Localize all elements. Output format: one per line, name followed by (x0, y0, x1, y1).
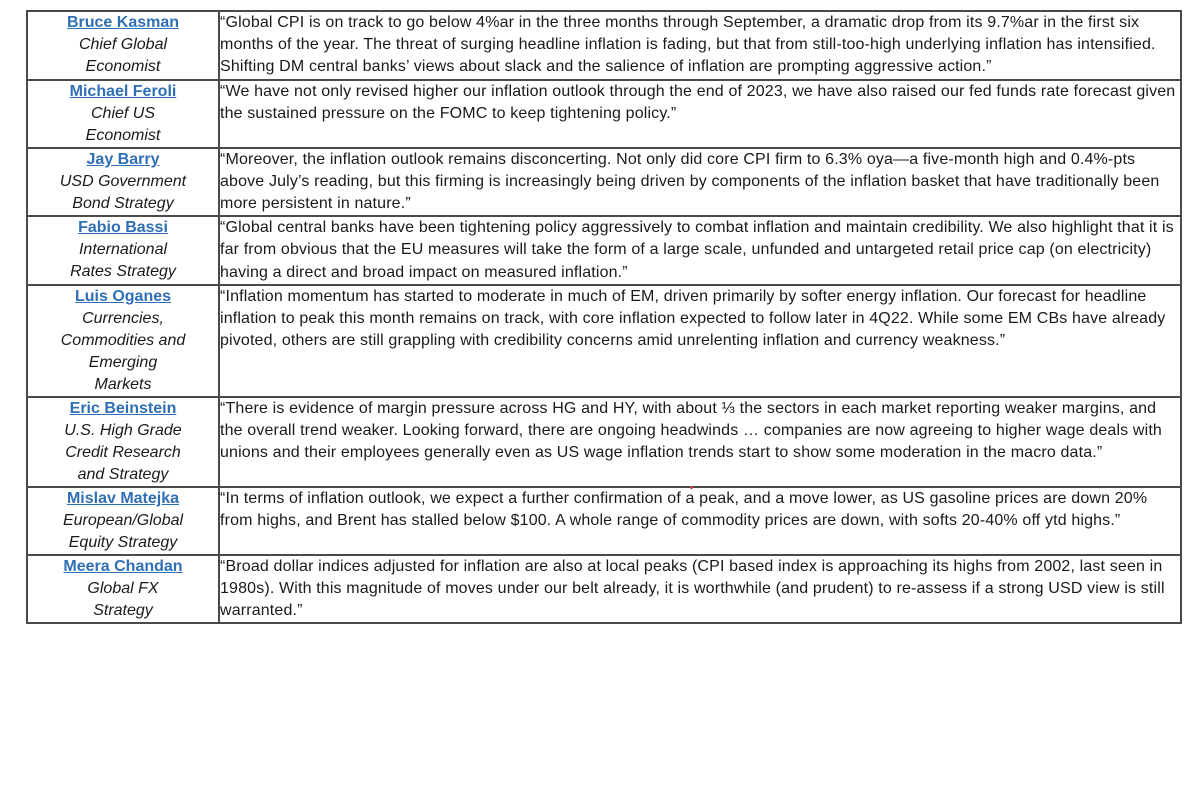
analyst-cell (27, 397, 219, 487)
analyst-name-link[interactable]: Luis Oganes (74, 287, 172, 305)
table-row (27, 148, 1181, 217)
analyst-cell (27, 148, 219, 217)
analyst-cell (27, 216, 219, 285)
analyst-quotes-table (26, 10, 1182, 624)
table-row (27, 11, 1181, 80)
table-row (27, 555, 1181, 624)
quote-text: “Global CPI is on track to go below 4%ar in the three months through September, a dramatic drop from its 9.7%ar in the first six months of the year. The threat of surging headline inflation is fading, but that from still-too-high underlying inflation has intensified. Shifting DM central banks’ views about slack and the salience of inflation are prompting aggressive action.” (219, 11, 1181, 80)
quote-text: “Global central banks have been tightening policy aggressively to combat inflation and maintain credibility. We also highlight that it is far from obvious that the EU measures will take the form of a large scale, unfunded and untargeted retail price cap (on electricity) having a direct and broad impact on measured inflation.” (219, 216, 1181, 285)
analyst-name-link[interactable]: Jay Barry (86, 150, 160, 168)
analyst-title: Chief US Economist (85, 104, 161, 144)
quote-text: “We have not only revised higher our inflation outlook through the end of 2023, we have also raised our fed funds rate forecast given the sustained pressure on the FOMC to keep tightening policy.” (219, 80, 1181, 148)
analyst-title: International Rates Strategy (70, 241, 176, 281)
analyst-title: European/Global Equity Strategy (62, 511, 184, 551)
analyst-cell (27, 80, 219, 148)
quote-text: “In terms of inflation outlook, we expect a further confirmation of a peak, and a move lower, as US gasoline prices are down 20% from highs, and Brent has stalled below $100. A whole range of commodity prices are down, with softs 20-40% off ytd highs.” (219, 487, 1181, 555)
analyst-name-link[interactable]: Fabio Bassi (78, 219, 168, 237)
analyst-title: Global FX Strategy (87, 579, 159, 619)
analyst-cell (27, 11, 219, 80)
quote-text: “Inflation momentum has started to moderate in much of EM, driven primarily by softer energy inflation. Our forecast for headline inflation to peak this month remains on track, with core inflation expected to follow later in 4Q22. While some EM CBs have already pivoted, others are still grappling with credibility concerns amid unrelenting inflation and currency weakness.” (219, 285, 1181, 397)
table-row (27, 397, 1181, 487)
table-row (27, 216, 1181, 285)
table-row (27, 285, 1181, 397)
analyst-title: USD Government Bond Strategy (59, 172, 187, 212)
analyst-title: Currencies, Commodities and Emerging Markets (60, 309, 186, 393)
analyst-name-link[interactable]: Eric Beinstein (69, 399, 177, 417)
quote-text: “Broad dollar indices adjusted for inflation are also at local peaks (CPI based index is approaching its highs from 2002, last seen in 1980s). With this magnitude of moves under our belt already, it is worthwhile (and prudent) to re-assess if a strong USD view is still warranted.” (219, 555, 1181, 624)
analyst-name-link[interactable]: Mislav Matejka (66, 489, 180, 507)
analyst-name-link[interactable]: Michael Feroli (69, 82, 177, 100)
analyst-name-link[interactable]: Bruce Kasman (66, 14, 180, 31)
analyst-cell (27, 487, 219, 555)
quote-text: “Moreover, the inflation outlook remains disconcerting. Not only did core CPI firm to 6.3% oya—a five-month high and 0.4%-pts above July’s reading, but this firming is increasingly being driven by components of the inflation basket that have traditionally been more persistent in nature.” (219, 148, 1181, 217)
table-row (27, 487, 1181, 555)
analyst-cell (27, 285, 219, 397)
analyst-name-link[interactable]: Meera Chandan (63, 557, 183, 575)
analyst-title: Chief Global Economist (78, 36, 168, 75)
analyst-cell (27, 555, 219, 624)
table-row (27, 80, 1181, 148)
analyst-title: U.S. High Grade Credit Research and Strategy (64, 421, 182, 483)
table-body (27, 11, 1181, 623)
stray-mark (690, 486, 693, 489)
quote-text: “There is evidence of margin pressure across HG and HY, with about ⅓ the sectors in each market reporting weaker margins, and the overall trend weaker. Looking forward, there are ongoing headwinds … companies are now agreeing to higher wage deals with unions and their employees generally even as US wage inflation trends start to show some moderation in the macro data.” (219, 397, 1181, 487)
